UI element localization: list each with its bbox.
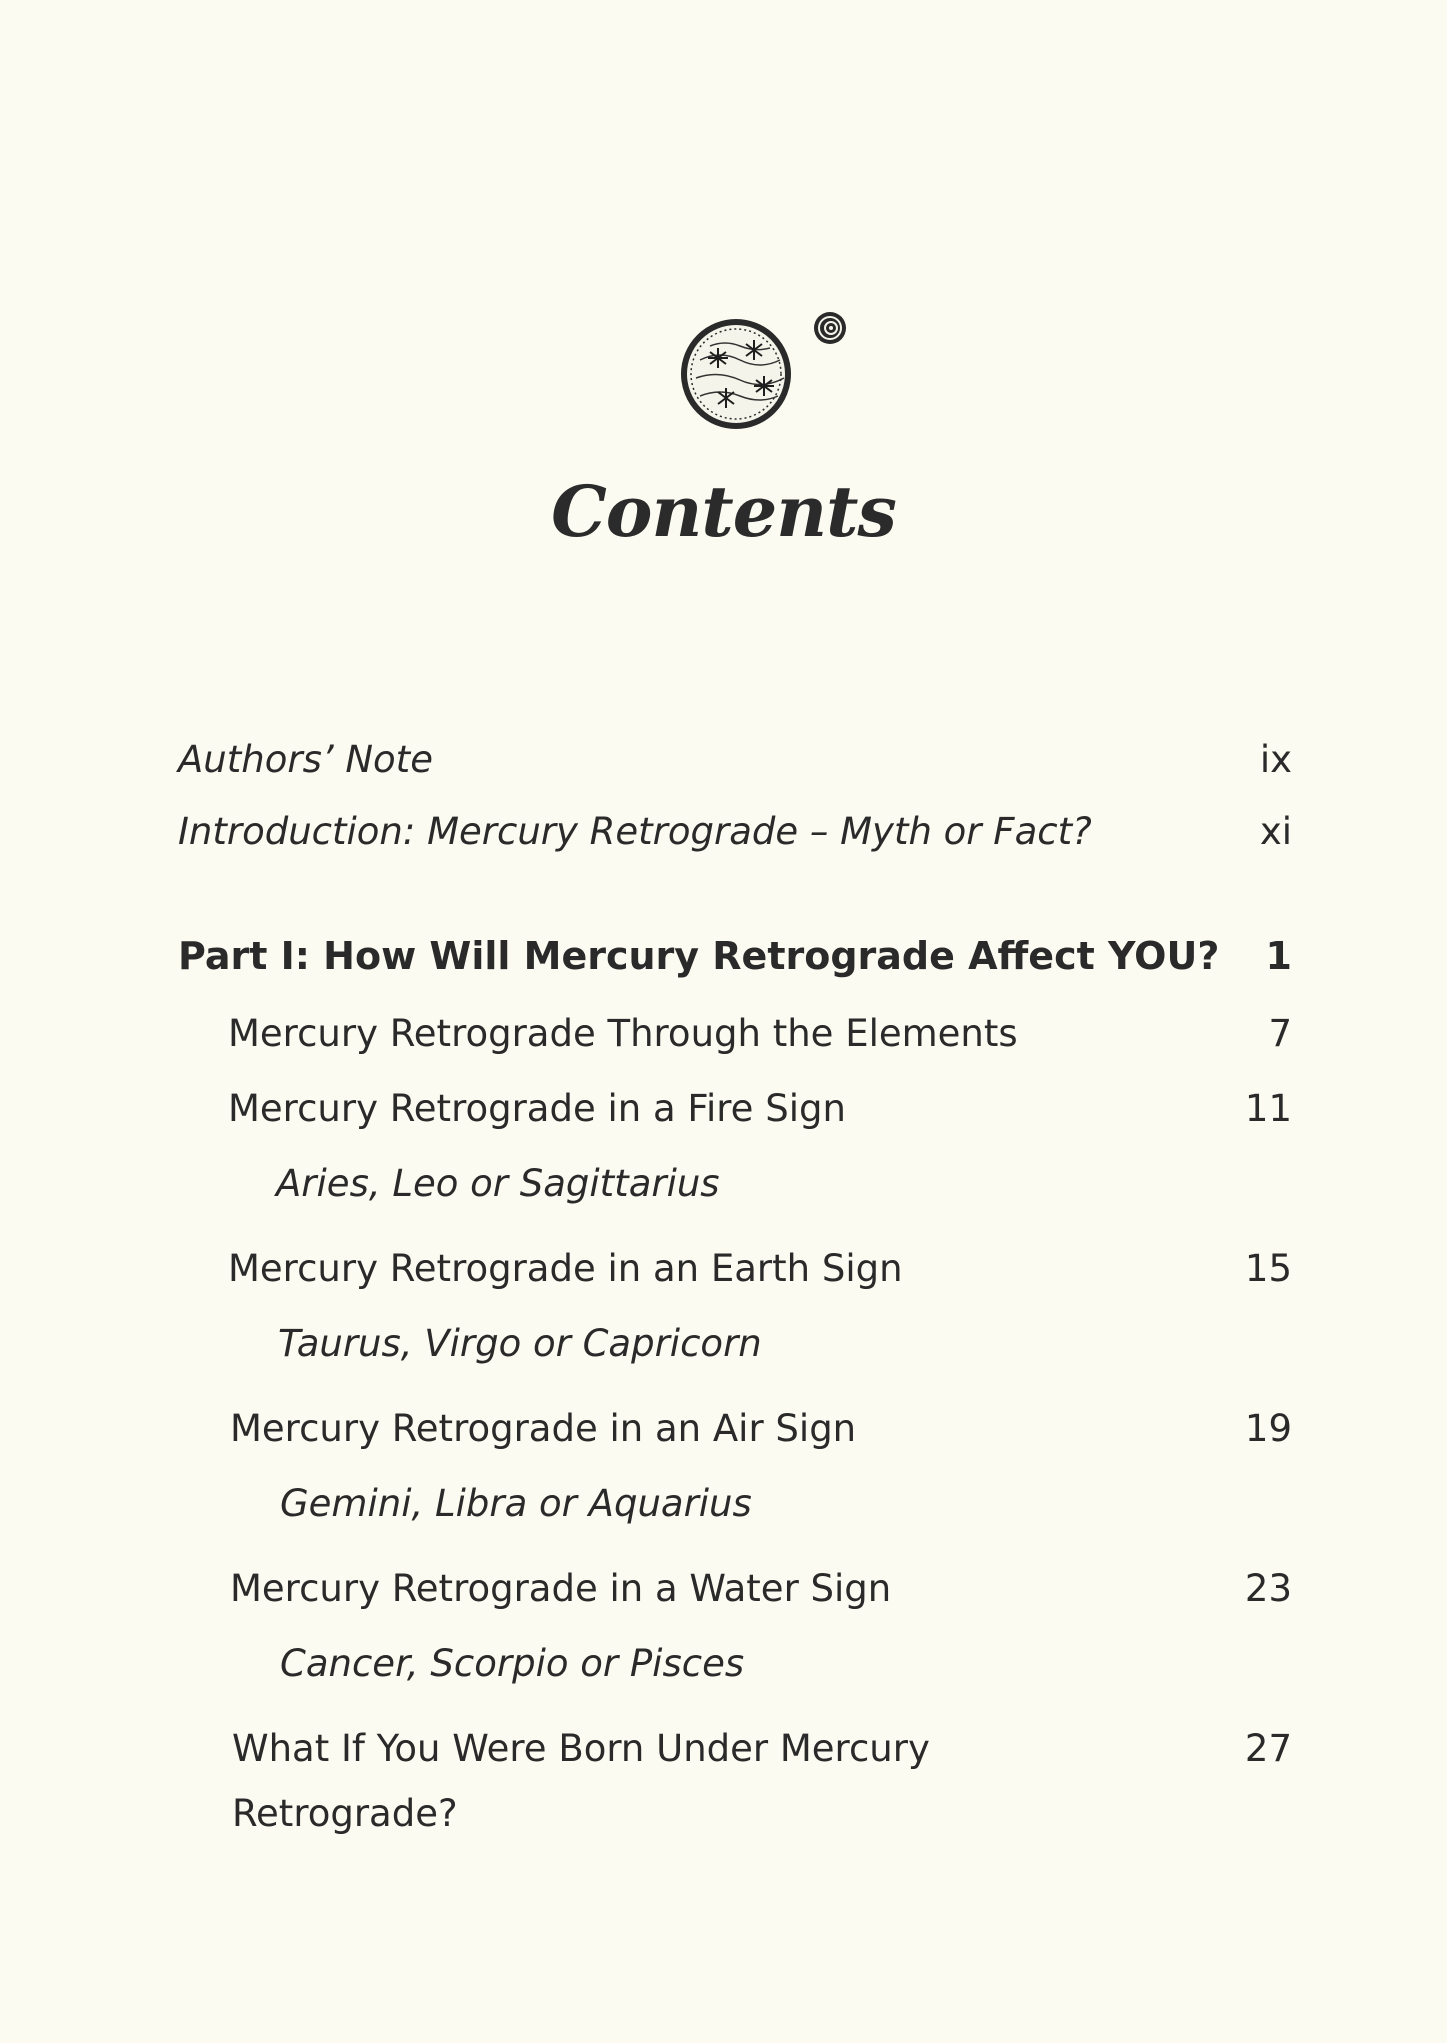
toc-page-authors-note: ix <box>1259 738 1292 781</box>
toc-entry-water-sign[interactable]: Mercury Retrograde in a Water Sign <box>230 1567 892 1610</box>
toc-page-water-sign: 23 <box>1244 1567 1292 1610</box>
toc-entry-air-sign[interactable]: Mercury Retrograde in an Air Sign <box>230 1407 857 1450</box>
toc-subentry-water-signs: Cancer, Scorpio or Pisces <box>280 1642 745 1685</box>
toc-subentry-fire-signs: Aries, Leo or Sagittarius <box>276 1162 720 1205</box>
toc-page-born-retrograde: 27 <box>1244 1727 1292 1770</box>
toc-entry-earth-sign[interactable]: Mercury Retrograde in an Earth Sign <box>228 1247 903 1290</box>
toc-page-through-elements: 7 <box>1268 1012 1292 1055</box>
toc-page-earth-sign: 15 <box>1244 1247 1292 1290</box>
toc-page-fire-sign: 11 <box>1244 1087 1292 1130</box>
toc-entry-fire-sign[interactable]: Mercury Retrograde in a Fire Sign <box>228 1087 846 1130</box>
page-title: Contents <box>551 470 896 553</box>
toc-entry-part-1[interactable]: Part I: How Will Mercury Retrograde Affect YOU? <box>178 934 1220 978</box>
toc-page-introduction: xi <box>1259 810 1292 853</box>
toc-entry-born-retrograde-line2[interactable]: Retrograde? <box>232 1792 458 1835</box>
toc-page-air-sign: 19 <box>1244 1407 1292 1450</box>
toc-entry-introduction[interactable]: Introduction: Mercury Retrograde – Myth or Fact? <box>178 810 1092 853</box>
toc-entry-through-elements[interactable]: Mercury Retrograde Through the Elements <box>228 1012 1018 1055</box>
toc-entry-authors-note[interactable]: Authors’ Note <box>178 738 433 781</box>
toc-entry-born-retrograde[interactable]: What If You Were Born Under Mercury <box>232 1727 930 1770</box>
toc-subentry-air-signs: Gemini, Libra or Aquarius <box>280 1482 752 1525</box>
toc-subentry-earth-signs: Taurus, Virgo or Capricorn <box>278 1322 762 1365</box>
toc-page-part-1: 1 <box>1265 934 1292 978</box>
